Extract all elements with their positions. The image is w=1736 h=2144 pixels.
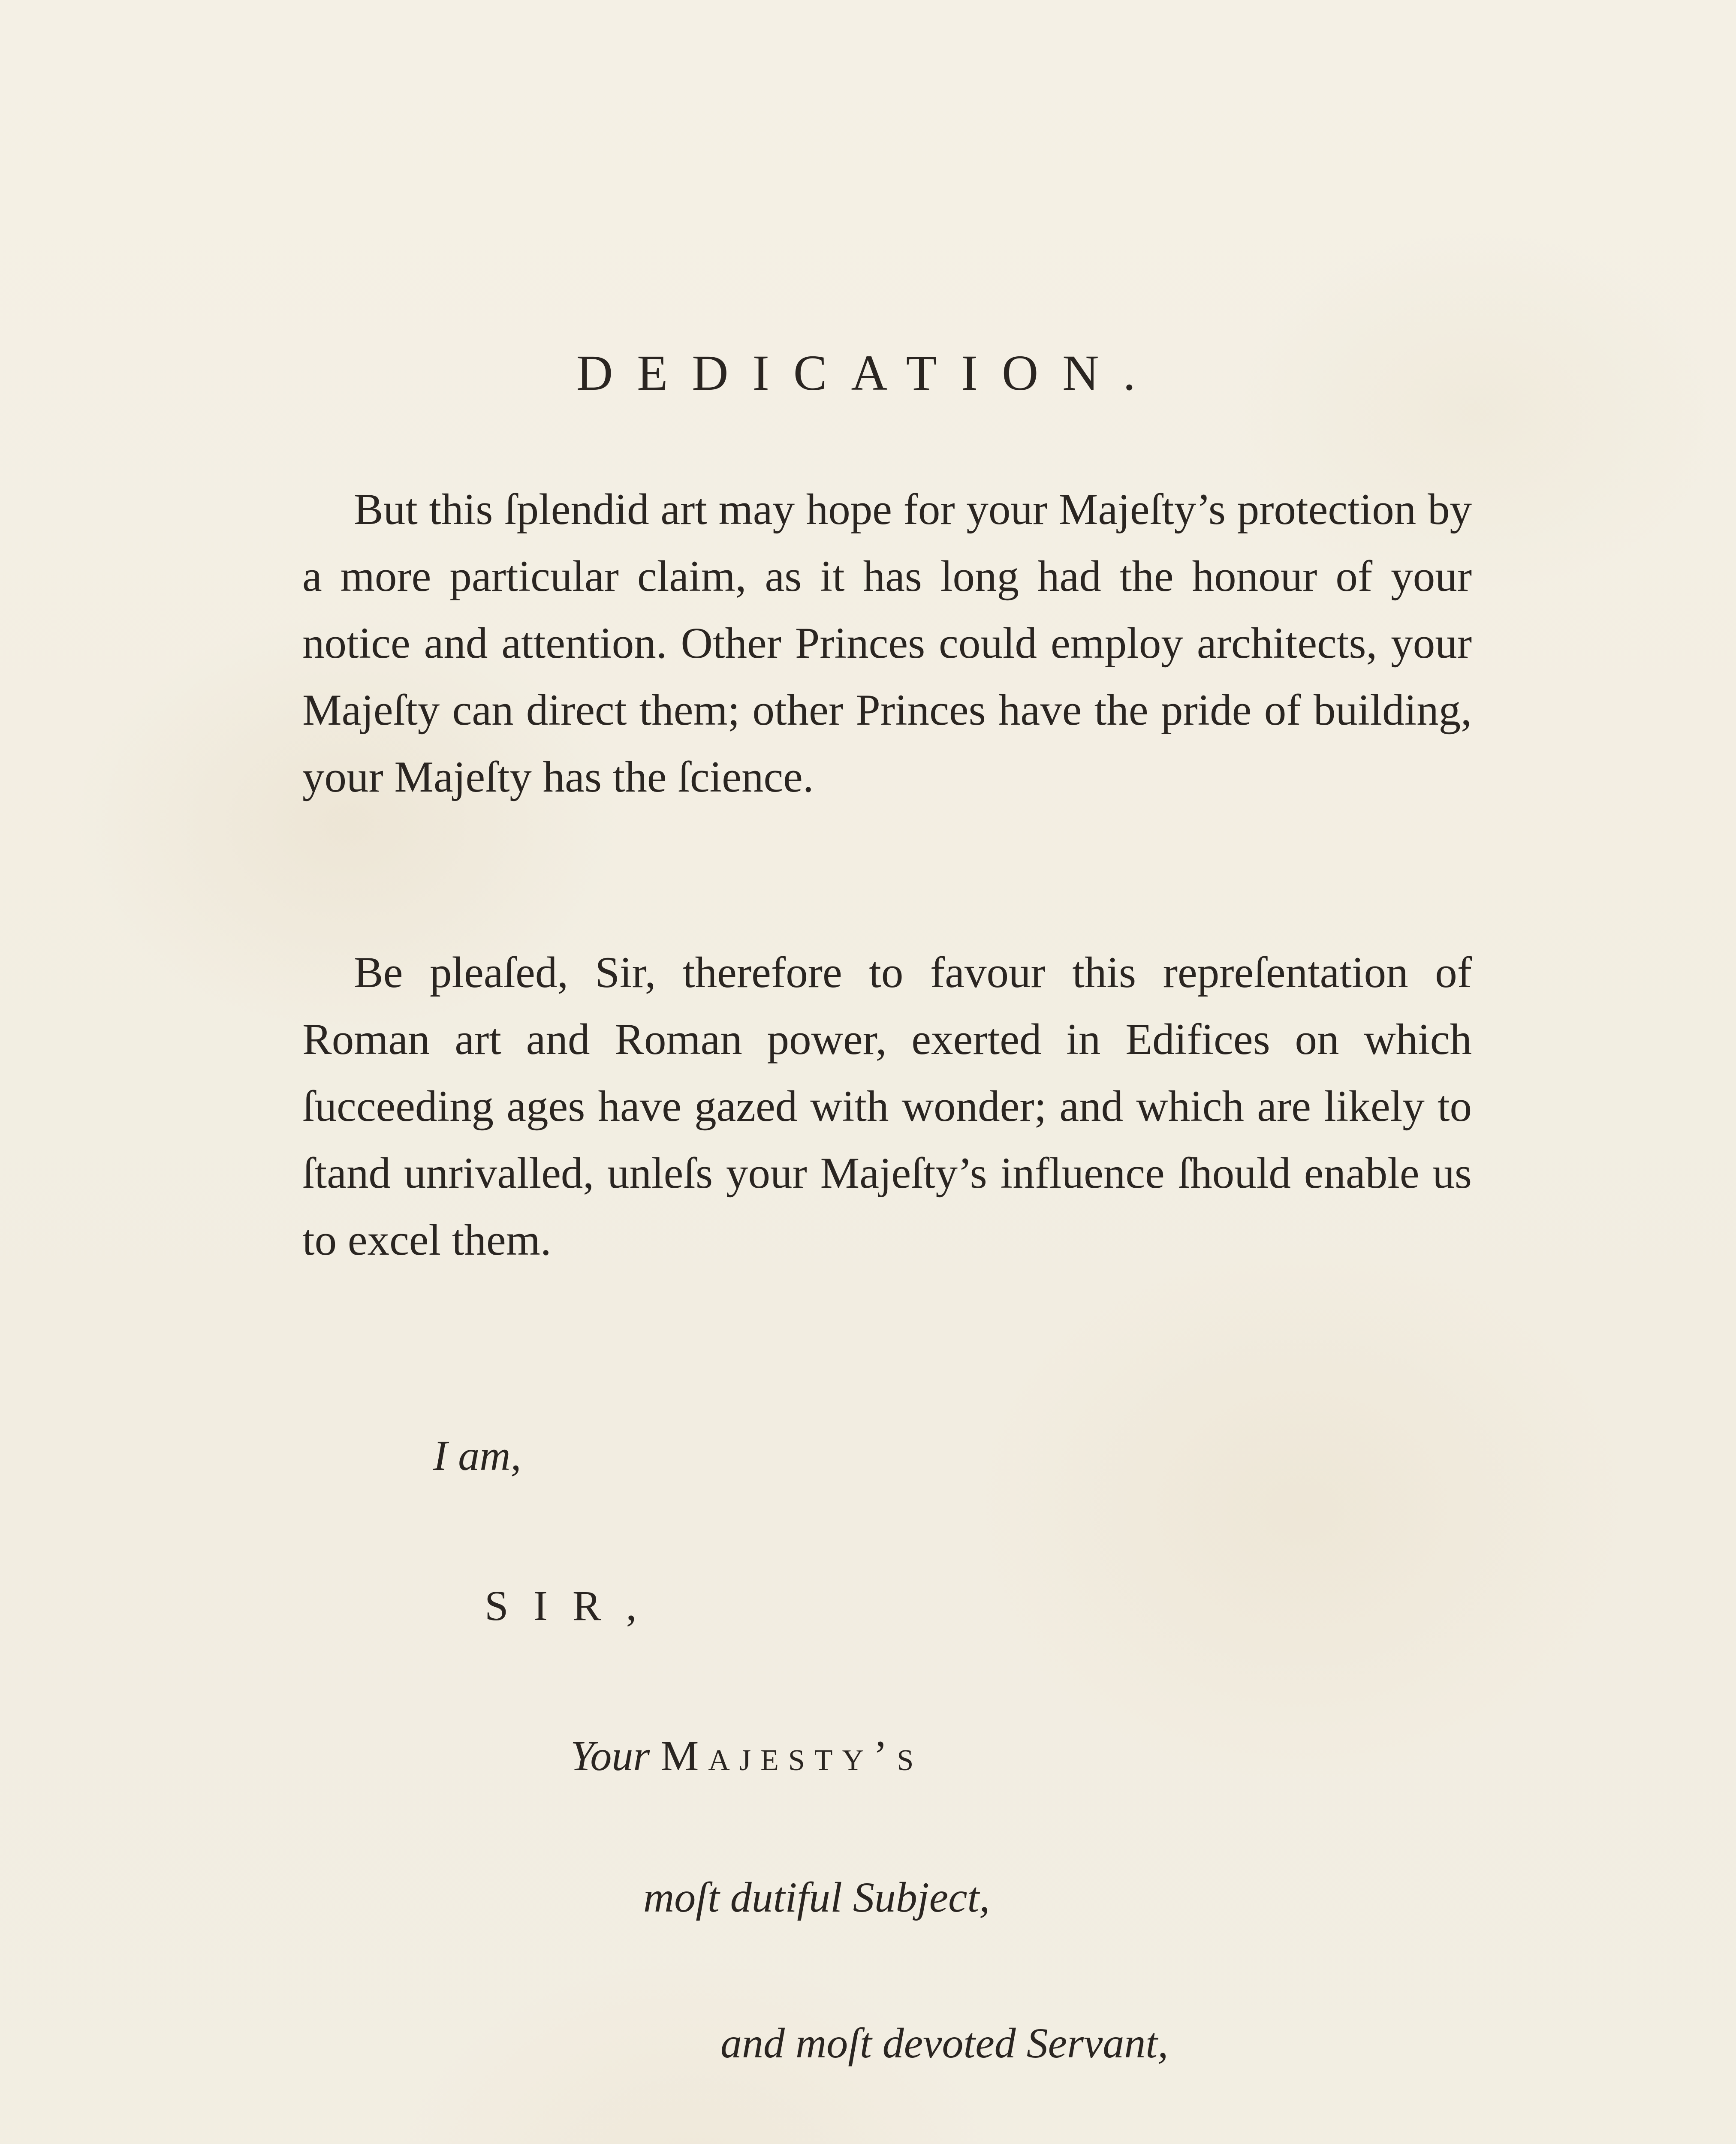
closing-your: Your bbox=[570, 1732, 650, 1780]
closing-i-am: I am, bbox=[433, 1432, 521, 1479]
dedication-paragraph-1: But this ſplendid art may hope for your Majeſty’s protection by a more particular claim, as it has long had the honour of your notice and attention. Other Princes could employ architects, your Majeſty can direct them; other Princes have the pride of building, your Majeſty has the ſcience. bbox=[302, 485, 1472, 801]
dedication-heading: DEDICATION. bbox=[576, 345, 1160, 401]
closing-sir: SIR, bbox=[485, 1582, 662, 1629]
closing-servant: and moſt devoted Servant, bbox=[720, 2019, 1169, 2067]
closing-subject: moſt dutiful Subject, bbox=[643, 1873, 990, 1921]
closing-majestys: Majesty’s bbox=[660, 1732, 923, 1780]
dedication-paragraph-2: Be pleaſed, Sir, therefore to favour this repreſentation of Roman art and Roman power, exerted in Edifices on which ſucceeding ages have gazed with wonder; and which are likely to ſtand unrivalled, unleſs your Majeſty’s influence ſhould enable us to excel them. bbox=[302, 948, 1472, 1265]
closing-your-majesty bbox=[570, 1728, 923, 1784]
